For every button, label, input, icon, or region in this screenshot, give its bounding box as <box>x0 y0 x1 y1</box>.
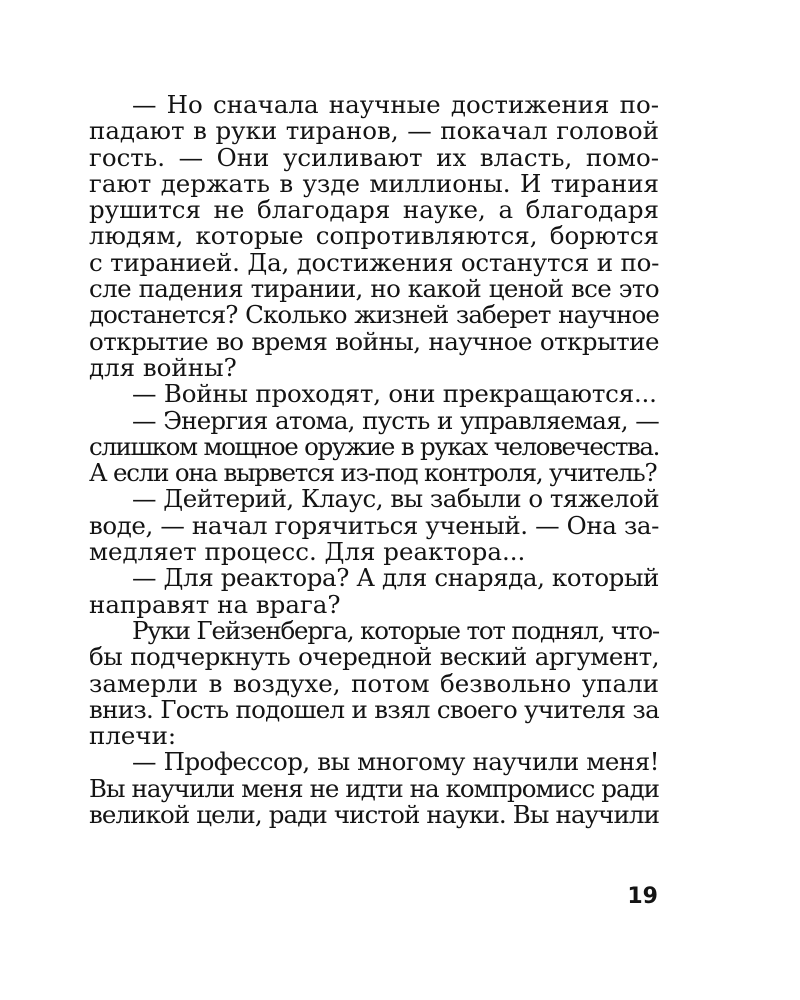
text-line: гость. — Они усиливают их власть, помо- <box>89 142 659 172</box>
text-line: Вы научили меня не идти на компромисс ради <box>89 773 659 803</box>
text-line: гают держать в узде миллионы. И тирания <box>89 168 659 198</box>
text-line: открытие во время войны, научное открытие <box>89 326 659 356</box>
text-line: А если она вырвется из-под контроля, учитель? <box>89 458 657 488</box>
text-line: медляет процесс. Для реактора... <box>89 537 526 567</box>
text-line: сле падения тирании, но какой ценой все это <box>89 274 659 304</box>
text-line: — Войны проходят, они прекращаются... <box>132 379 657 409</box>
text-line: слишком мощное оружие в руках человечества. <box>89 431 659 461</box>
text-line: падают в руки тиранов, — покачал головой <box>89 116 659 146</box>
text-line: — Профессор, вы многому научили меня! <box>132 747 659 777</box>
text-line: — Для реактора? А для снаряда, который <box>132 563 659 593</box>
text-line: рушится не благодаря науке, а благодаря <box>89 195 659 225</box>
text-line: плечи: <box>89 721 177 751</box>
text-line: для войны? <box>89 352 237 382</box>
text-line: Руки Гейзенберга, которые тот поднял, что- <box>132 615 659 645</box>
text-line: бы подчеркнуть очередной веский аргумент, <box>89 642 659 672</box>
text-line: людям, которые сопротивляются, борются <box>89 221 659 251</box>
text-line: великой цели, ради чистой науки. Вы научили <box>89 800 659 830</box>
text-line: достанется? Сколько жизней заберет научное <box>89 300 659 330</box>
text-line: воде, — начал горячиться ученый. — Она за- <box>89 510 659 540</box>
text-line: вниз. Гость подошел и взял своего учителя за <box>89 694 659 724</box>
text-line: — Но сначала научные достижения по- <box>132 90 659 119</box>
text-line: с тиранией. Да, достижения останутся и по- <box>89 247 660 277</box>
body-text <box>89 92 659 828</box>
text-line: — Энергия атома, пусть и управляемая, — <box>132 405 659 435</box>
text-line: — Дейтерий, Клаус, вы забыли о тяжелой <box>132 484 660 514</box>
text-line: замерли в воздухе, потом безвольно упали <box>89 668 659 698</box>
page-number: 19 <box>627 884 658 909</box>
text-line: направят на врага? <box>89 589 341 619</box>
